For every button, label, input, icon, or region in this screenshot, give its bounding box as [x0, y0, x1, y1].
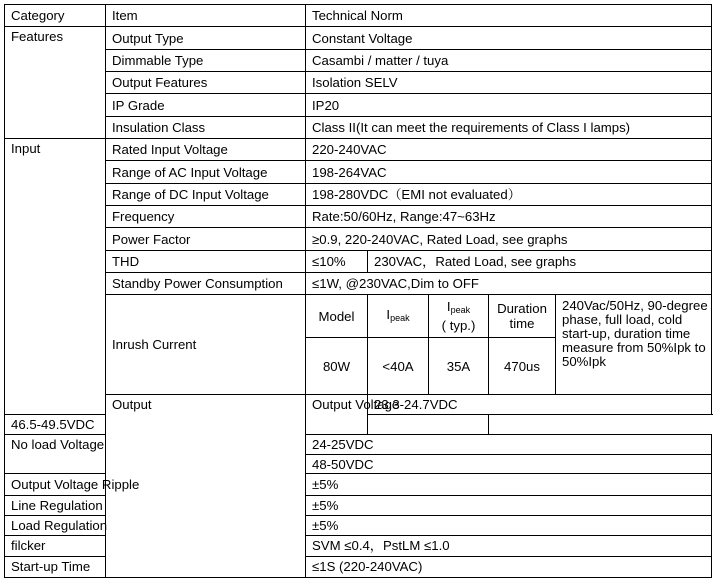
item-value: ≥0.9, 220-240VAC, Rated Load, see graphs — [306, 228, 712, 250]
item-value: 198-280VDC（EMI not evaluated） — [306, 183, 712, 205]
inrush-model-value: 80W — [306, 338, 368, 395]
item-value: Class II(It can meet the requirements of Class I lamps) — [306, 116, 712, 138]
item-label: Output Voltage Ripple — [5, 474, 106, 495]
item-value: 48-50VDC — [306, 454, 712, 473]
item-value: Casambi / matter / tuya — [306, 49, 712, 71]
table-row — [5, 228, 712, 250]
item-label: Output Features — [106, 72, 306, 94]
item-label: Frequency — [106, 206, 306, 228]
table-row — [5, 72, 712, 94]
category-features: Features — [5, 27, 106, 139]
item-value: IP20 — [306, 94, 712, 116]
item-label: filcker — [5, 536, 106, 556]
item-value: ±5% — [306, 515, 712, 535]
item-value: ≤1W, @230VAC,Dim to OFF — [306, 273, 712, 295]
item-label: THD — [106, 250, 306, 272]
item-value: 24-25VDC — [306, 434, 712, 454]
item-value: ±5% — [306, 495, 712, 515]
table-row — [5, 27, 712, 49]
item-value: Isolation SELV — [306, 72, 712, 94]
item-label: Power Factor — [106, 228, 306, 250]
header-category: Category — [5, 5, 106, 27]
table-row — [5, 395, 712, 415]
thd-condition: 230VAC，Rated Load, see graphs — [368, 250, 712, 272]
item-label: Range of AC Input Voltage — [106, 161, 306, 183]
item-label: Rated Input Voltage — [106, 139, 306, 161]
item-label: IP Grade — [106, 94, 306, 116]
inrush-model-header: Model — [306, 295, 368, 338]
table-row — [5, 161, 712, 183]
item-value: ≤1S (220-240VAC) — [306, 556, 712, 578]
item-label: Output Voltage — [306, 395, 368, 435]
table-row — [5, 49, 712, 71]
item-value: SVM ≤0.4，PstLM ≤1.0 — [306, 536, 712, 556]
inrush-ipeak-typ-value: 35A — [429, 338, 489, 395]
inrush-duration-header: Duration time — [489, 295, 556, 338]
inrush-duration-value: 470us — [489, 338, 556, 395]
inrush-ipeak-header: $I_{peak}$ — [368, 295, 429, 338]
item-label: Inrush Current — [106, 295, 306, 395]
item-label: Range of DC Input Voltage — [106, 183, 306, 205]
inrush-note: 240Vac/50Hz, 90-degree phase, full load, cold start-up, duration time measure from 50%Ipk to 50%Ipk — [556, 295, 712, 395]
header-row — [5, 5, 712, 27]
table-row — [5, 415, 712, 434]
item-label: Dimmable Type — [106, 49, 306, 71]
item-value: 23.3-24.7VDC — [368, 395, 712, 415]
header-norm: Technical Norm — [306, 5, 712, 27]
inrush-ipeak-value: <40A — [368, 338, 429, 395]
item-value: ±5% — [306, 474, 712, 495]
table-row — [5, 474, 712, 495]
item-value: 220-240VAC — [306, 139, 712, 161]
table-row — [5, 116, 712, 138]
table-row — [5, 250, 712, 272]
spec-table — [4, 4, 712, 578]
item-label: Output Type — [106, 27, 306, 49]
item-label: Standby Power Consumption — [106, 273, 306, 295]
inrush-header-row — [5, 295, 712, 338]
item-value: Constant Voltage — [306, 27, 712, 49]
item-label: Start-up Time — [5, 556, 106, 578]
table-row — [5, 183, 712, 205]
thd-value: ≤10% — [306, 250, 368, 272]
item-label: Load Regulation — [5, 515, 106, 535]
table-row — [5, 94, 712, 116]
item-value: 46.5-49.5VDC — [5, 415, 489, 434]
table-row — [5, 273, 712, 295]
inrush-ipeak-typ-header: $I_{peak}$ ( typ.) — [429, 295, 489, 338]
category-output: Output — [106, 395, 306, 578]
item-label: No load Voltage — [5, 434, 106, 474]
item-label: Insulation Class — [106, 116, 306, 138]
table-row — [5, 206, 712, 228]
item-label: Line Regulation — [5, 495, 106, 515]
category-input: Input — [5, 139, 106, 415]
header-item: Item — [106, 5, 306, 27]
item-value: Rate:50/60Hz, Range:47~63Hz — [306, 206, 712, 228]
item-value: 198-264VAC — [306, 161, 712, 183]
table-row — [5, 139, 712, 161]
